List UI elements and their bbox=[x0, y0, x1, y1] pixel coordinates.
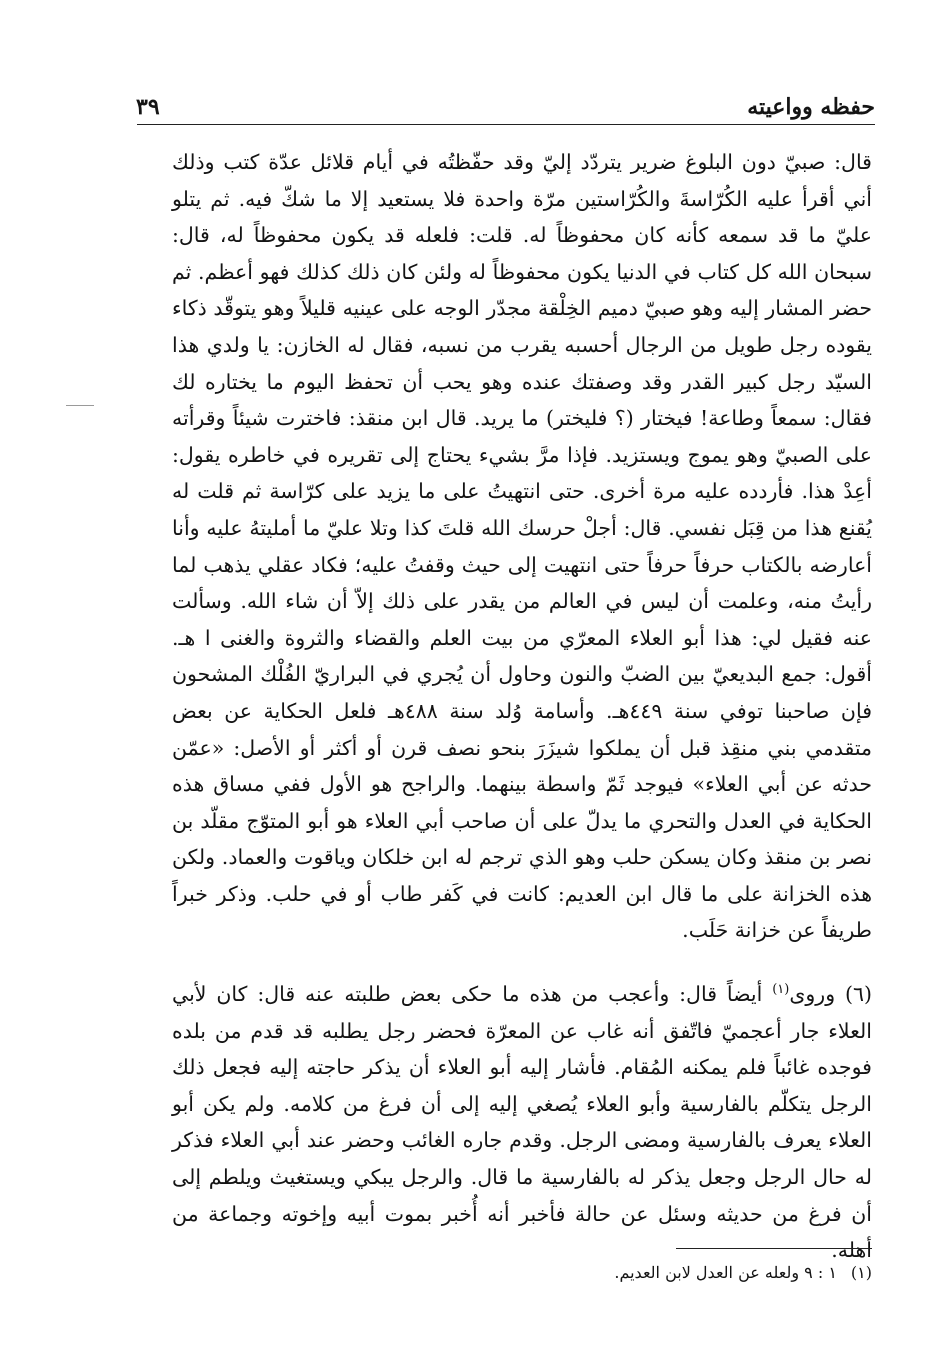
paragraph-1-text: قال: صبيّ دون البلوغ ضرير يتردّد إليّ وقد حفّظتُه في أيام قلائل عدّة كتب وذلك أني أقرأ عليه الكُرّاسةَ والكُرّاستين مرّة واحدة فلا يستعيد إلا ما شكّ فيه. ثم يتلو عليّ ما قد سمعه كأنه كان محفوظاً له. قلت: فلعله قد يكون محفوظاً له، قال: سبحان الله كل كتاب في الدنيا يكون محفوظاً له ولئن كان ذلك كذلك فهو أعظم. ثم حضر المشار إليه وهو صبيّ دميم الخِلْقة مجدّر الوجه على عينيه قليلاً وهو يتوقّد ذكاء يقوده رجل طويل من الرجال أحسبه يقرب من نسبه، فقال له الخازن: يا ولدي هذا السيّد رجل كبير القدر وقد وصفتك عنده وهو يحب أن تحفظ اليوم ما يختاره لك فقال: سمعاً وطاعة! فيختار (؟ فليختر) ما يريد. قال ابن منقذ: فاخترت شيئاً وقرأته على الصبيّ وهو يموج ويستزيد. فإذا مرَّ بشيء يحتاج إلى تقريره في خاطره يقول: أعِدْ هذا. فأردده عليه مرة أخرى. حتى انتهيتُ على ما يزيد على كرّاسة ثم قلت له يُقنع هذا من قِبَل نفسي. قال: أجلْ حرسك الله قلتَ كذا وتلا عليّ ما أمليتهُ عليه وأنا أعارضه بالكتاب حرفاً حرفاً حتى انتهيت إلى حيث وقفتُ عليه؛ فكاد عقلي يذهب لما رأيتُ منه، وعلمت أن ليس في العالم من يقدر على ذلك إلاّ أن شاء الله. وسألت عنه فقيل لي: هذا أبو العلاء المعرّي من بيت العلم والقضاء والثروة والغنى ا هـ. أقول: جمع البديعيّ بين الضبّ والنون وحاول أن يُجري في البراريّ الفُلْك المشحون فإن صاحبنا توفي سنة ٤٤٩هـ. وأسامة وُلد سنة ٤٨٨هـ فلعل الحكاية عن بعض متقدمي بني منقِذ قبل أن يملكوا شيزَرَ بنحو نصف قرن أو أكثر أو الأصل: «عمّن حدثه عن أبي العلاء» فيوجد ثَمّ واسطة بينهما. والراجح هو الأول ففي مساق هذه الحكاية في العدل والتحري ما يدلّ على أن صاحب أبي العلاء هو أبو المتوّج مقلّد بن نصر بن منقذ وكان يسكن حلب وهو الذي ترجم له ابن خلكان وياقوت والعماد. ولكن هذه الخزانة على ما قال ابن العديم: كانت في كَفر طاب أو في حلب. وذكر خبراً طريفاً عن خزانة حَلَب. bbox=[172, 150, 873, 943]
footnote-rule bbox=[676, 1248, 872, 1249]
header-rule bbox=[137, 124, 875, 125]
paragraph-2-text: أيضاً قال: وأعجب من هذه ما حكى بعض طلبته عنه قال: كان لأبي العلاء جار أعجميّ فاتّفق أنه غاب عن المعرّة فحضر رجل يطلبه قد قدم من بلده فوجده غائباً فلم يمكنه المُقام. فأشار إليه أبو العلاء أن يذكر حاجته إليه فجعل ذلك الرجل يتكلّم بالفارسية وأبو العلاء يُصغي إليه إلى أن فرغ من كلامه. ولم يكن أبو العلاء يعرف بالفارسية ومضى الرجل. وقدم جاره الغائب وحضر عند أبي العلاء فذكر له حال الرجل وجعل يذكر له بالفارسية ما قال. والرجل يبكي ويستغيث ويلطم إلى أن فرغ من حديثه وسئل عن حالة فأخبر أنه أُخبر بموت أبيه وإخوته وجماعة من أهله. bbox=[172, 982, 872, 1263]
page-number: ٣٩ bbox=[136, 94, 160, 120]
footnote-reference[interactable]: (١) bbox=[772, 982, 790, 998]
paragraph-2-intro: (٦) وروى bbox=[789, 982, 872, 1006]
footnote-marker: (١) bbox=[850, 1263, 872, 1282]
footnote bbox=[614, 1262, 872, 1284]
main-paragraph bbox=[172, 144, 872, 949]
footnote-text: ١ : ٩ ولعله عن العدل لابن العديم. bbox=[614, 1263, 837, 1282]
paragraph-6 bbox=[172, 976, 872, 1269]
running-head bbox=[136, 84, 875, 118]
chapter-title: حفظه وواعيته bbox=[747, 94, 875, 120]
margin-mark bbox=[66, 405, 94, 406]
